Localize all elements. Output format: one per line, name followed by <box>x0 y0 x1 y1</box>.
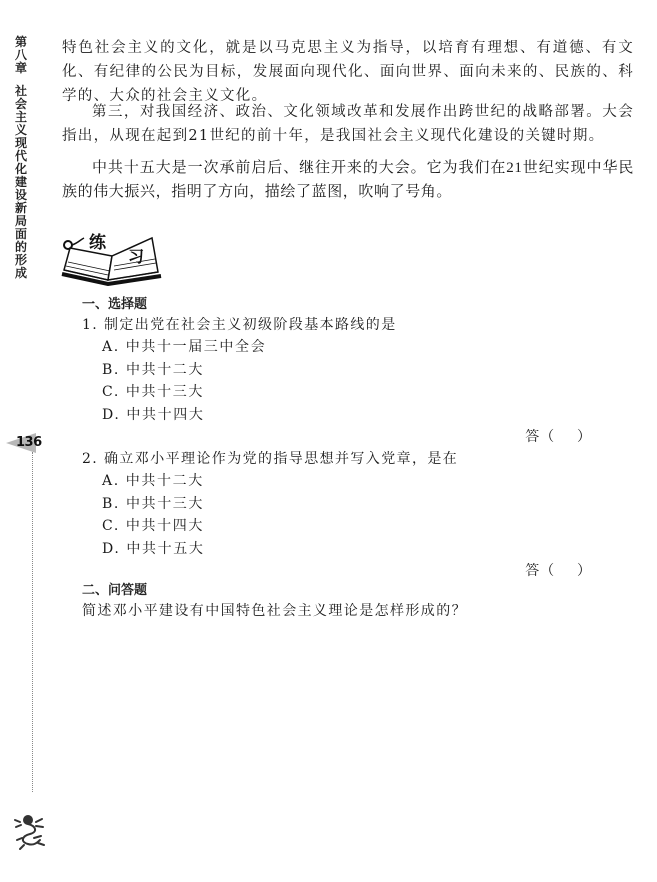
option-c: C. 中共十三大 <box>102 384 204 400</box>
option-c: C. 中共十四大 <box>102 518 204 534</box>
page-number-tab <box>4 432 40 454</box>
question-stem: 1. 制定出党在社会主义初级阶段基本路线的是 <box>82 317 397 333</box>
exercise-char-2: 习 <box>128 247 145 266</box>
question-stem: 2. 确立邓小平理论作为党的指导思想并写入党章，是在 <box>82 451 459 467</box>
short-answer-question: 简述邓小平建设有中国特色社会主义理论是怎样形成的？ <box>82 603 467 619</box>
page-number: 136 <box>16 435 42 450</box>
paragraph: 第三，对我国经济、政治、文化领域改革和发展作出跨世纪的战略部署。大会指出，从现在起到21世纪的前十年，是我国社会主义现代化建设的关键时期。 <box>62 104 634 144</box>
section-title: 社会主义现代化建设新局面的形成 <box>14 84 27 280</box>
question-1 <box>82 314 602 448</box>
chapter-side-title <box>14 36 28 280</box>
margin-dotted-rule <box>32 452 33 792</box>
exercise-book-icon <box>58 226 166 286</box>
paragraph: 特色社会主义的文化，就是以马克思主义为指导，以培育有理想、有道德、有文化、有纪律的公民为目标，发展面向现代化、面向世界、面向未来的、民族的、科学的、大众的社会主义文化。 <box>62 40 634 104</box>
option-a: A. 中共十一届三中全会 <box>102 339 267 355</box>
option-b: B. 中共十三大 <box>102 495 204 512</box>
option-d: D. 中共十五大 <box>102 540 205 557</box>
answer-blank[interactable]: 答（ ） <box>525 563 592 579</box>
option-a: A. 中共十二大 <box>102 473 204 489</box>
dragon-ornament-icon <box>12 812 48 852</box>
section-heading-multiple-choice: 一、选择题 <box>82 297 148 312</box>
chapter-label: 第八章 <box>14 35 27 75</box>
exercise-char-1: 练 <box>89 233 106 253</box>
paragraph: 中共十五大是一次承前启后、继往开来的大会。它为我们在21世纪实现中华民族的伟大振兴，指明了方向，描绘了蓝图，吹响了号角。 <box>62 160 634 200</box>
section-heading-short-answer: 二、问答题 <box>82 583 148 598</box>
option-d: D. 中共十四大 <box>102 406 205 423</box>
answer-blank[interactable]: 答（ ） <box>525 429 592 445</box>
option-b: B. 中共十二大 <box>102 361 204 378</box>
exercises-section <box>82 296 602 622</box>
question-2 <box>82 448 602 582</box>
